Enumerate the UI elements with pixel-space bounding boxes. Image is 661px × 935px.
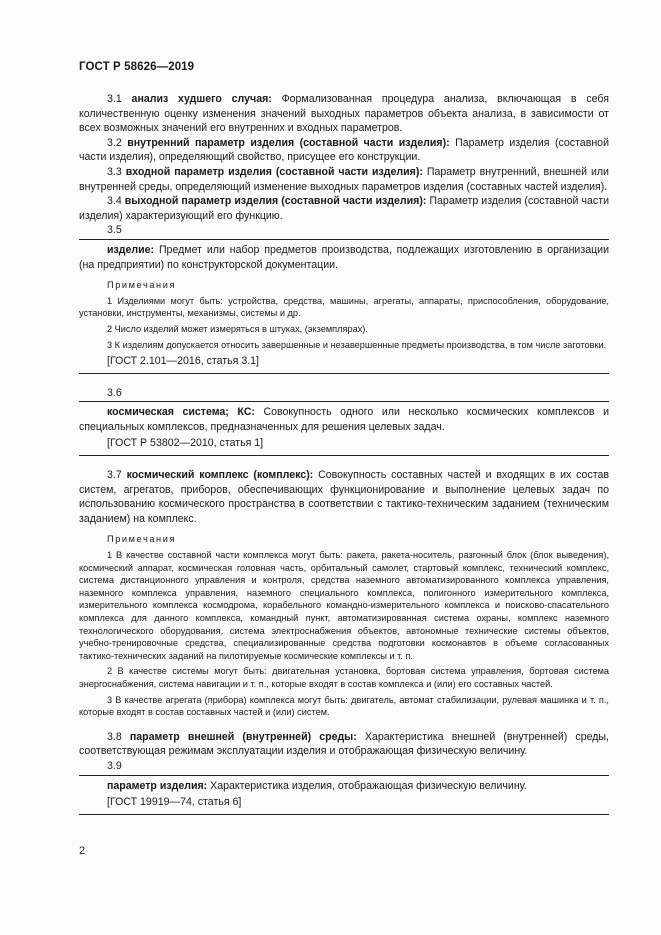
term-3-9 <box>79 779 609 794</box>
term-number: 3.1 <box>107 93 122 105</box>
term-number-3-5: 3.5 <box>107 224 122 237</box>
note-2: 2 В качестве системы могут быть: двигательная установка, бортовая система управления, бортовая система энергоснабжения, система навигации и т. п., которые входят в состав комплекса и (или) его составных частей. <box>79 666 609 689</box>
page-header: ГОСТ Р 58626—2019 <box>79 61 195 73</box>
term-name: анализ худшего случая: <box>131 93 272 105</box>
page-number: 2 <box>79 845 86 857</box>
term-3-2 <box>79 136 609 165</box>
term-name: параметр внешней (внутренней) среды: <box>129 730 357 743</box>
note-2: 2 Число изделий может измеряться в штуках, (экземплярах). <box>107 323 368 334</box>
term-3-7 <box>79 468 609 526</box>
term-name: выходной параметр изделия (составной части изделия): <box>124 195 427 208</box>
term-name: космическая система; КС: <box>107 406 255 419</box>
framed-term-3-9 <box>79 775 609 815</box>
term-definition: Параметр изделия (составной части изделия), определяющий свойство, присущее его конструкции. <box>79 136 609 164</box>
term-3-6 <box>79 405 609 434</box>
term-3-3 <box>79 165 609 194</box>
term-definition: Характеристика изделия, отображающая физическую величину. <box>207 779 527 792</box>
framed-term-3-5 <box>79 239 609 374</box>
term-definition: Параметр внутренний, внешней или внутренней среды, определяющий изменение выходных параметров изделия (составных частей изделия). <box>79 165 609 193</box>
term-name: параметр изделия: <box>107 779 208 792</box>
term-name: космический комплекс (комплекс): <box>126 469 314 482</box>
term-number: 3.2 <box>107 136 122 149</box>
source-reference: [ГОСТ Р 53802—2010, статья 1] <box>107 437 264 450</box>
term-number: 3.7 <box>107 469 122 482</box>
term-3-8 <box>79 730 609 759</box>
term-definition: Совокупность составных частей и входящих в их состав систем, агрегатов, приборов, обеспечивающих функционирование и выполнение целевых задач по использованию космического пространства в соответствии с тактико-техническим заданием (техническим заданием) на комплекс. <box>79 469 609 525</box>
term-number-3-6: 3.6 <box>107 386 122 399</box>
source-reference: [ГОСТ 19919—74, статья 6] <box>107 796 242 809</box>
term-number: 3.3 <box>107 165 122 178</box>
notes-title: Примечания <box>107 534 177 545</box>
term-3-5 <box>79 243 609 272</box>
term-definition: Параметр изделия (составной части изделия) характеризующий его функцию. <box>79 195 609 222</box>
term-name: внутренний параметр изделия (составной части изделия): <box>127 136 450 149</box>
note-3: 3 К изделиям допускается относить завершенные и незавершенные предметы производства, в том числе заготовки. <box>107 339 607 350</box>
source-reference: [ГОСТ 2.101—2016, статья 3.1] <box>107 355 260 368</box>
document-body <box>79 92 609 815</box>
term-name: изделие: <box>107 243 155 256</box>
term-3-1 <box>79 92 609 136</box>
notes-title: Примечания <box>107 280 177 291</box>
term-number-3-9: 3.9 <box>107 759 122 772</box>
term-3-4 <box>79 194 609 223</box>
note-1: 1 В качестве составной части комплекса могут быть: ракета, ракета-носитель, разгонный блок (блок выведения), космический аппарат, космическая головная часть, орбитальный самолет, стартовый комплекс, технический комплекс, система дистанционного управления и контроля, средства наземного автоматизированного комплекса управления, наземного комплекса управления, наземного специального комплекса, полигонного измерительного комплекса, измерительного комплекса космодрома, корабельного командно-измерительного комплекса и поисково-спасательного комплекса для данного комплекса, командный пункт, автоматизированная система охраны, комплекс наземного технологического оборудования, система электроснабжения объектов, автономные технические системы объектов, учебно-тренировочные средства, специализированные средства подготовки космонавтов в объеме согласованных тактико-технических заданий на пилотируемые космические комплексы и т. п. <box>79 550 609 661</box>
term-definition: Совокупность одного или несколько космических комплексов и специальных комплексов, предназначенных для решения целевых задач. <box>79 406 609 433</box>
framed-term-3-6 <box>79 401 609 456</box>
term-definition: Характеристика внешней (внутренней) среды, соответствующая режимам эксплуатации изделия и отображающая физическую величину. <box>79 730 609 758</box>
term-number: 3.4 <box>107 195 122 208</box>
term-definition: Формализованная процедура анализа, включающая в себя количественную оценку изменения значений выходных параметров объекта анализа, в зависимости от всех возможных значений его внутренних и входных параметров. <box>79 93 609 135</box>
note-3: 3 В качестве агрегата (прибора) комплекса могут быть: двигатель, автомат стабилизации, рулевая машинка и т. п., которые входят в состав составных частей и (или) систем. <box>79 694 609 718</box>
note-1: 1 Изделиями могут быть: устройства, средства, машины, агрегаты, аппараты, приспособления, оборудование, установки, инструменты, механизмы, системы и др. <box>79 295 609 319</box>
term-number: 3.8 <box>107 730 122 743</box>
term-name: входной параметр изделия (составной части изделия): <box>125 165 423 178</box>
term-definition: Предмет или набор предметов производства, подлежащих изготовлению в организации (на предприятии) по конструкторской документации. <box>79 243 609 271</box>
